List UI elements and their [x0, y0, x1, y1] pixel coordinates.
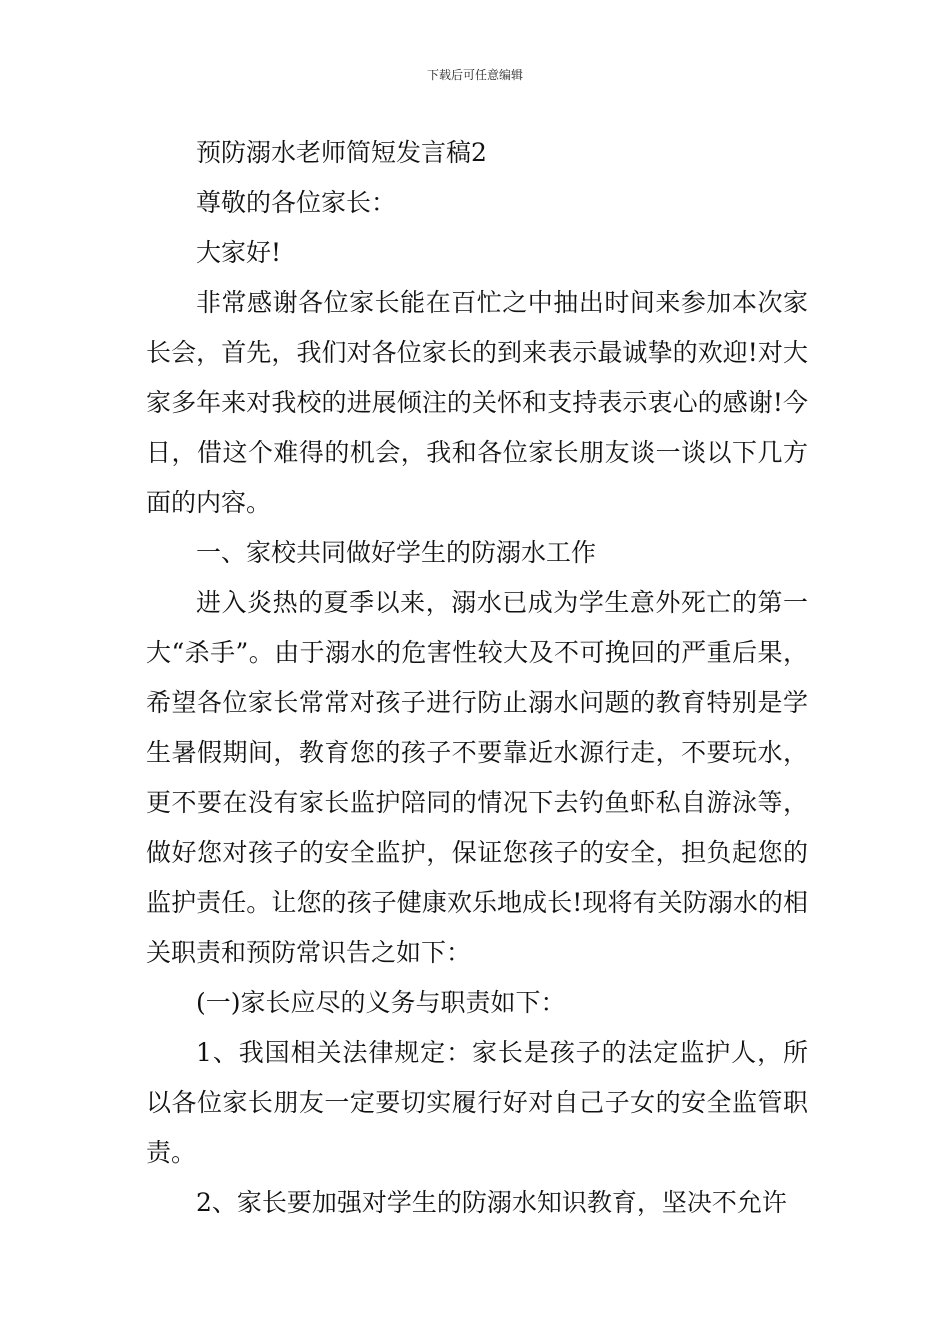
paragraph-item-2: 2、家长要加强对学生的防溺水知识教育，坚决不允许: [196, 1188, 787, 1217]
document-title: 预防溺水老师简短发言稿2: [196, 138, 487, 167]
greeting: 大家好!: [196, 238, 282, 267]
subsection-heading-1: (一)家长应尽的义务与职责如下：: [196, 988, 566, 1017]
section-heading-1: 一、家校共同做好学生的防溺水工作: [196, 538, 597, 567]
paragraph-item-1: 1、我国相关法律规定：家长是孩子的法定监护人，所以各位家长朋友一定要切实履行好对自己子女的安全监管职责。: [146, 1038, 808, 1167]
salutation: 尊敬的各位家长：: [196, 188, 397, 217]
paragraph-intro: 非常感谢各位家长能在百忙之中抽出时间来参加本次家长会，首先，我们对各位家长的到来表示最诚挚的欢迎!对大家多年来对我校的进展倾注的关怀和支持表示衷心的感谢!今日，借这个难得的机会，我和各位家长朋友谈一谈以下几方面的内容。: [146, 288, 808, 517]
document-body: [146, 128, 808, 1228]
page-header-note: 下载后可任意编辑: [426, 68, 523, 82]
paragraph-drowning: 进入炎热的夏季以来，溺水已成为学生意外死亡的第一大“杀手”。由于溺水的危害性较大及不可挽回的严重后果，希望各位家长常常对孩子进行防止溺水问题的教育特别是学生暑假期间，教育您的孩子不要靠近水源行走，不要玩水，更不要在没有家长监护陪同的情况下去钓鱼虾私自游泳等，做好您对孩子的安全监护，保证您孩子的安全，担负起您的监护责任。让您的孩子健康欢乐地成长!现将有关防溺水的相关职责和预防常识告之如下：: [146, 588, 808, 967]
